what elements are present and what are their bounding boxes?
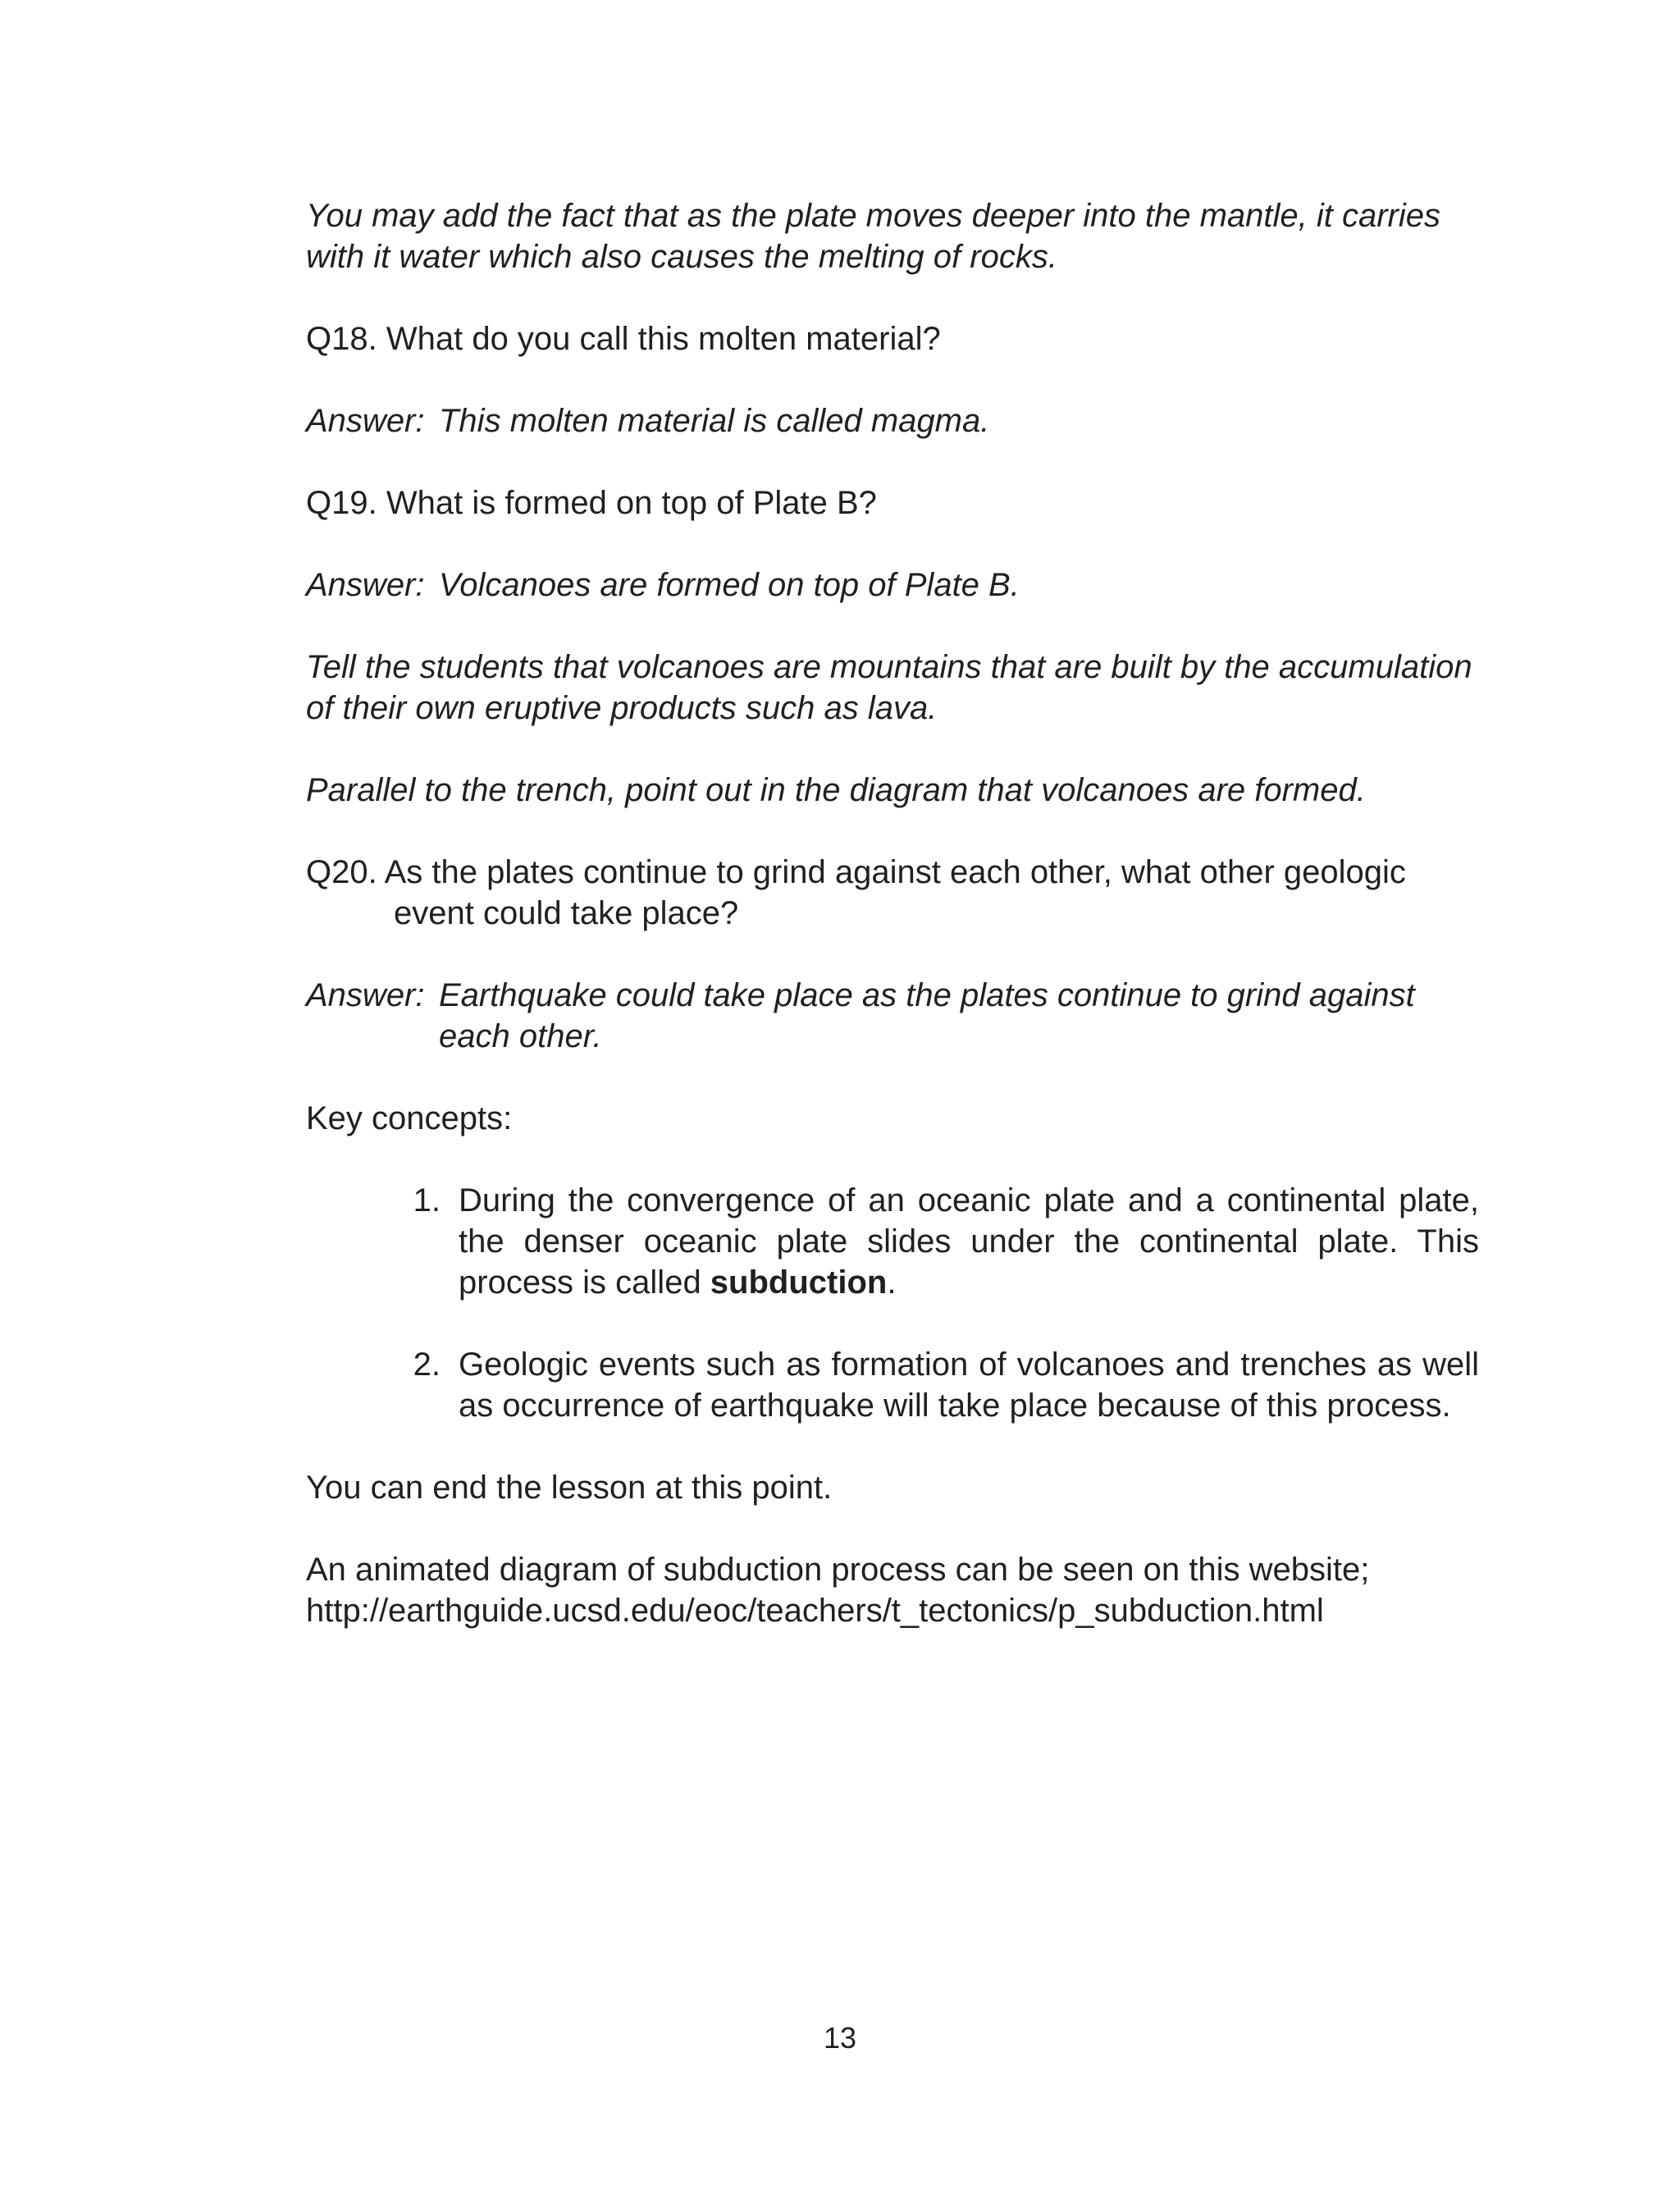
answer-20 — [306, 975, 1479, 1057]
question-20 — [306, 852, 1479, 934]
list-item-number: 1. — [413, 1182, 441, 1218]
question-label: Q19. — [306, 485, 377, 521]
question-18 — [306, 318, 1479, 359]
website-url[interactable]: http://earthguide.ucsd.edu/eoc/teachers/t_tectonics/p_subduction.html — [306, 1593, 1324, 1629]
question-label: Q18. — [306, 321, 377, 357]
question-19 — [306, 482, 1479, 523]
list-item-text-part: During the convergence of an oceanic plate and a continental plate, the denser oceanic plate slides under the continental plate. This process is called — [459, 1182, 1479, 1301]
answer-18 — [306, 400, 1479, 441]
subduction-term: subduction — [710, 1264, 888, 1301]
website-note: An animated diagram of subduction process can be seen on this website; — [306, 1552, 1370, 1588]
list-item-text — [459, 1180, 1479, 1303]
question-label: Q20. — [306, 854, 377, 890]
key-concepts-heading: Key concepts: — [306, 1100, 513, 1136]
answer-label: Answer: — [306, 567, 425, 603]
key-concepts-list — [306, 1180, 1479, 1426]
answer-label: Answer: — [306, 977, 425, 1013]
question-text: What is formed on top of Plate B? — [386, 485, 877, 521]
answer-19 — [306, 565, 1479, 606]
answer-label: Answer: — [306, 403, 425, 439]
teacher-note-volcanoes: Tell the students that volcanoes are mountains that are built by the accumulation of their own eruptive products such as lava. — [306, 649, 1472, 726]
list-item-text-part: . — [887, 1264, 897, 1301]
teacher-note-trench: Parallel to the trench, point out in the diagram that volcanoes are formed. — [306, 772, 1366, 808]
page-content — [306, 195, 1479, 1631]
list-item — [306, 1180, 1479, 1303]
question-text: As the plates continue to grind against each other, what other geologic event could take place? — [384, 854, 1406, 931]
list-item-number: 2. — [413, 1346, 441, 1383]
answer-text: This molten material is called magma. — [439, 403, 990, 439]
list-item-text: Geologic events such as formation of volcanoes and trenches as well as occurrence of earthquake will take place because of this process. — [459, 1346, 1479, 1424]
answer-text: Volcanoes are formed on top of Plate B. — [439, 567, 1020, 603]
end-lesson-note: You can end the lesson at this point. — [306, 1470, 833, 1506]
list-item — [306, 1344, 1479, 1426]
page-number: 13 — [823, 2021, 857, 2055]
question-text: What do you call this molten material? — [386, 321, 941, 357]
intro-note: You may add the fact that as the plate moves deeper into the mantle, it carries with it water which also causes the melting of rocks. — [306, 198, 1441, 275]
answer-text: Earthquake could take place as the plates continue to grind against each other. — [439, 977, 1415, 1054]
